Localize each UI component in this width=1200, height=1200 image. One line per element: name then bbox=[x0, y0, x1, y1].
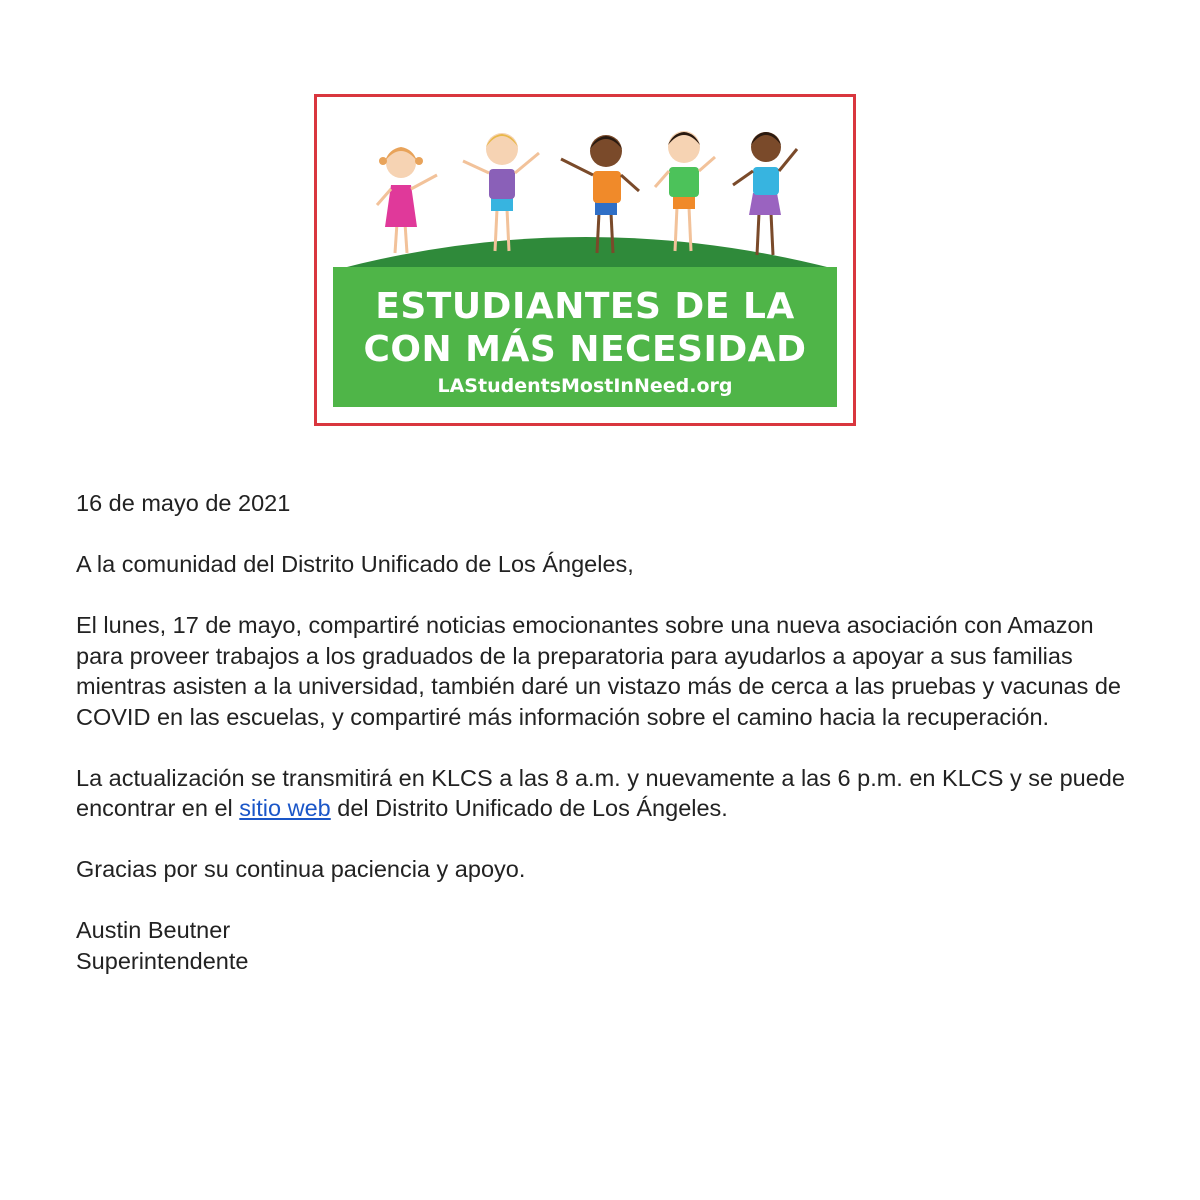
banner-text bbox=[333, 271, 837, 411]
letter-paragraph-1: El lunes, 17 de mayo, compartiré noticias emocionantes sobre una nueva asociación con Amazon para proveer trabajos a los graduados de la preparatoria para ayudarlos a apoyar a sus familias mientras asisten a la universidad, también daré un vistazo más de cerca a las pruebas y vacunas de COVID en las escuelas, y compartiré más información sobre el camino hacia la recuperación. bbox=[76, 612, 1122, 730]
green-hill bbox=[339, 237, 835, 269]
banner-image bbox=[314, 94, 856, 426]
website-link[interactable]: sitio web bbox=[239, 795, 331, 821]
letter-date: 16 de mayo de 2021 bbox=[76, 490, 291, 516]
banner-headline-line1: ESTUDIANTES DE LA bbox=[375, 286, 795, 327]
signature-title: Superintendente bbox=[76, 947, 249, 974]
letter-closing: Gracias por su continua paciencia y apoyo. bbox=[76, 856, 526, 882]
kid-3-figure bbox=[561, 135, 639, 253]
letter-body bbox=[76, 488, 1126, 1007]
letter-greeting: A la comunidad del Distrito Unificado de Los Ángeles, bbox=[76, 551, 634, 577]
signature-block bbox=[76, 915, 1126, 976]
paragraph-2-text-before: La actualización se transmitirá en KLCS a las 8 a.m. y nuevamente a las 6 p.m. en KLCS y se puede encontrar en el bbox=[76, 764, 1125, 821]
kid-2-figure bbox=[463, 133, 539, 251]
kid-1-figure bbox=[377, 147, 437, 253]
kid-5-figure bbox=[733, 132, 797, 255]
paragraph-2-text-after: del Distrito Unificado de Los Ángeles. bbox=[330, 795, 728, 821]
banner-headline-line2: CON MÁS NECESIDAD bbox=[363, 329, 807, 370]
kid-4-figure bbox=[655, 131, 715, 251]
signature-name: Austin Beutner bbox=[76, 917, 231, 943]
letter-paragraph-2 bbox=[76, 763, 1126, 824]
banner-url: LAStudentsMostInNeed.org bbox=[437, 375, 733, 397]
